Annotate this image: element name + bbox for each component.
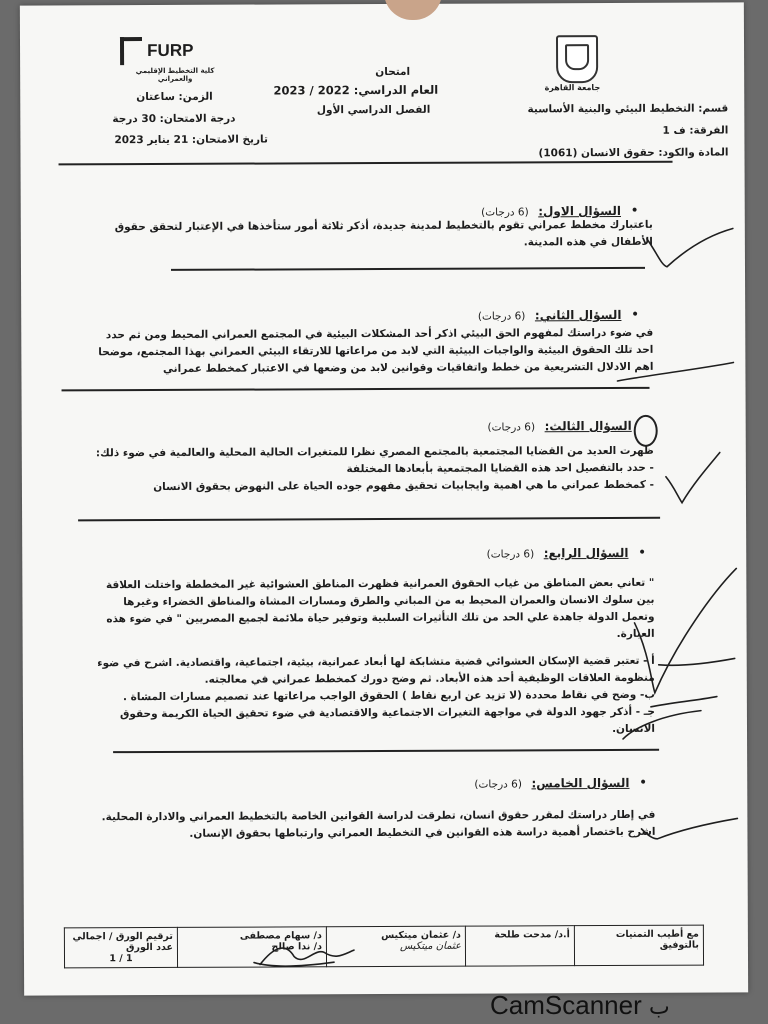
question-paragraph: " تعاني بعض المناطق من غياب الحقوق العمرانية فظهرت المناطق العشوائية غير المخططة واختلت العلاقة بين سلوك الانسان والعمران المحيط به من المباني والطرق ومسارات المشاة والمناطق الخضراء وغيرها وتعمل الدولة جاهدة علي الحد من تلك التأثيرات السلبية وتوفير حياة ملائمة لجميع المصريين " في ضوء هذه العبارة. xyxy=(105,576,655,640)
question-title: السؤال الثاني: xyxy=(534,307,622,323)
question-paragraph: ب- وضح في نقاط محددة (لا تزيد عن اربع نقاط ) الحقوق الواجب مراعاتها عند تصميم مسارات المشاة . xyxy=(122,688,655,704)
question-paragraph: - حدد بالتفصيل احد هذه القضايا المجتمعية بأبعادها المختلفة xyxy=(346,461,654,476)
question-paragraph: في ضوء دراستك لمفهوم الحق البيئي اذكر أحد المشكلات البيئية في المجتمع العمراني المحيط ومن ثم حدد احد تلك الحقوق البيئية والواجبات البيئية التي لابد من مراعاتها للارتقاء البيئي العمراني بهذا المجتمع، موضحا اهم الادلال التشريعية من خطط واتفاقيات وقوانين لابد من وضعها في الاعتبار كمخطط عمراني xyxy=(98,326,654,375)
question-marks: (6 درجات) xyxy=(486,548,535,561)
department-label: قسم: التخطيط البيئي والبنية الأساسية xyxy=(527,102,729,116)
question-paragraph: ظهرت العديد من القضايا المجتمعية بالمجتمع المصري نظرا للمتغيرات الحالية المحلية والعالمية في ضوء ذلك: xyxy=(95,444,654,460)
semester-label: الفصل الدراسي الأول xyxy=(316,103,431,117)
check-mark-icon xyxy=(634,568,737,692)
question-title: السؤال الثالث: xyxy=(544,418,632,434)
check-mark-icon xyxy=(617,362,733,381)
academic-year: العام الدراسي: 2022 / 2023 xyxy=(273,82,439,98)
examiner-name: د/ سهام مصطفى xyxy=(239,930,322,942)
bullet-icon: • xyxy=(638,774,648,791)
level-label: الفرقة: ف 1 xyxy=(662,124,729,137)
furp-logo-word: FURP xyxy=(147,40,194,61)
question-paragraph: باعتبارك مخطط عمراني تقوم بالتخطيط لمدينة جديدة، أذكر ثلاثة أمور ستأخذها في الإعتبار لتحقق حقوق الأطفال في هذه المدينة. xyxy=(114,218,653,249)
signature-scribble-icon xyxy=(260,948,354,965)
question-title: السؤال الخامس: xyxy=(531,775,630,791)
question-marks: (6 درجات) xyxy=(477,310,526,323)
duration-label: الزمن: ساعتان xyxy=(136,90,213,104)
bullet-icon: • xyxy=(630,202,639,219)
signature-scribble-icon xyxy=(254,962,334,966)
question-title: السؤال الرابع: xyxy=(543,545,629,561)
question-paragraph: جـ - أذكر جهود الدولة في مواجهة التغيرات الاجتماعية والاقتصادية في ضوء تحقيق الحياة الكريمة وحقوق الانسان. xyxy=(119,705,656,736)
handwritten-signature: عثمان ميتكيس xyxy=(399,940,461,952)
total-marks-label: درجة الامتحان: 30 درجة xyxy=(112,112,236,126)
wishes-text: مع أطيب التمنيات بالتوفيق xyxy=(615,928,699,951)
university-caption: جامعة القاهرة xyxy=(544,83,601,93)
question-marks: (6 درجات) xyxy=(487,421,536,434)
page-numbering-label: ترقيم الورق / اجمالي عدد الورق xyxy=(72,930,173,954)
check-mark-icon xyxy=(623,711,701,739)
watermark-arabic-text: ب xyxy=(648,995,670,1020)
question-paragraph: في إطار دراستك لمقرر حقوق انسان، تطرقت لدراسة القوانين الخاصة بالتخطيط العمراني والادارة المحلية. اشرح باختصار أهمية دراسة هذه القوانين في التخطيط العمراني وارتباطها بحقوق الإنسان. xyxy=(101,808,656,840)
examiner-name: د/ ندا صالح xyxy=(271,941,322,953)
furp-logo-caption: كلية التخطيط الإقليمي والعمراني xyxy=(135,66,215,83)
page-numbering-value: 1 / 1 xyxy=(109,953,133,965)
examiner-name: أ.د/ مدحت طلحة xyxy=(494,929,570,941)
course-label: المادة والكود: حقوق الانسان (1061) xyxy=(538,146,729,160)
exam-title: امتحان xyxy=(375,65,411,79)
question-paragraph: - كمخطط عمراني ما هي اهمية وايجابيات تحقيق مفهوم جوده الحياة على النهوض بحقوق الانسان xyxy=(153,478,654,494)
camscanner-watermark xyxy=(490,990,670,1021)
exam-date-label: تاريخ الامتحان: 21 يناير 2023 xyxy=(114,133,268,147)
bullet-icon: • xyxy=(630,306,640,323)
check-mark-icon xyxy=(641,818,737,838)
exam-sheet xyxy=(20,2,748,995)
question-marks: (6 درجات) xyxy=(474,778,522,791)
check-mark-icon xyxy=(651,697,717,707)
bullet-icon: • xyxy=(637,544,647,561)
examiner-name: د/ عثمان ميتكيس xyxy=(381,929,461,942)
question-marks: (6 درجات) xyxy=(481,206,529,219)
question-paragraph: أ - تعتبر قضية الإسكان العشوائي قضية متشابكة لها أبعاد عمرانية، بيئية، اجتماعية، واقتصادية. اشرح في ضوء منظومة العلاقات الوظيفية أحد هذه الأبعاد. ثم وضح دورك كمخطط عمراني في معالجته. xyxy=(97,654,655,686)
handwritten-marks xyxy=(20,2,748,995)
check-mark-icon xyxy=(647,228,733,266)
question-title: السؤال الاول: xyxy=(538,203,622,219)
check-mark-icon xyxy=(666,453,720,503)
watermark-text: CamScanner xyxy=(490,990,642,1020)
